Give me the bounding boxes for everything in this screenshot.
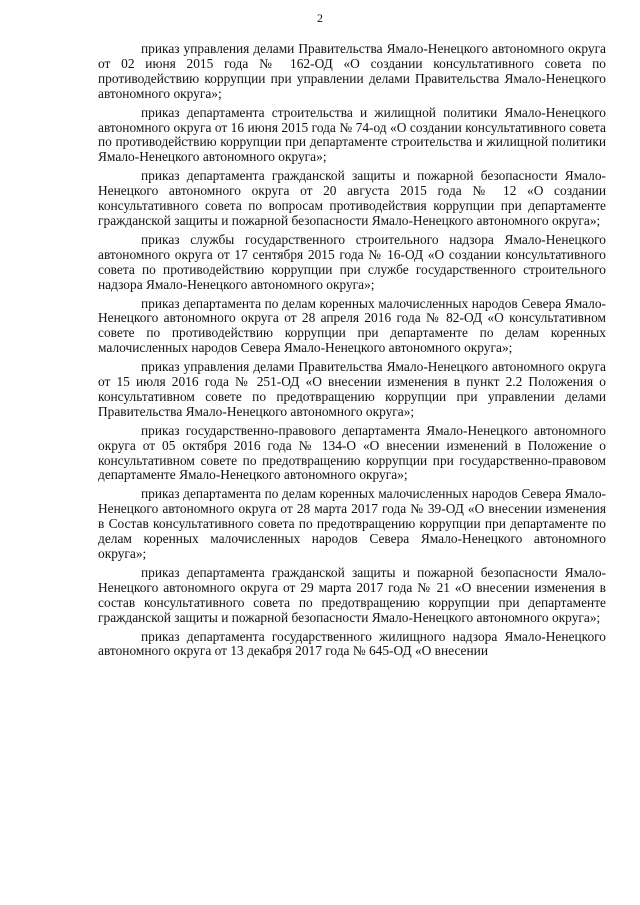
order-paragraph: приказ государственно-правового департамента Ямало-Ненецкого автономного округа от 05 октября 2016 года № 134-О «О внесении изменений в Положение о консультативном совете по предотвращению коррупции при государственно-правовом департаменте Ямало-Ненецкого автономного округа»; (98, 422, 606, 483)
order-paragraph: приказ управления делами Правительства Ямало-Ненецкого автономного округа от 15 июля 2016 года № 251-ОД «О внесении изменения в пункт 2.2 Положения о консультативном совете по предотвращению коррупции при управлении делами Правительства Ямало-Ненецкого автономного округа»; (98, 359, 606, 419)
order-paragraph: приказ департамента гражданской защиты и пожарной безопасности Ямало-Ненецкого автономного округа от 20 августа 2015 года № 12 «О создании консультативного совета по вопросам противодействия коррупции при департаменте гражданской защиты и пожарной безопасности Ямало-Ненецкого автономного округа»; (98, 168, 606, 228)
page-number: 2 (317, 11, 323, 25)
order-paragraph: приказ департамента государственного жилищного надзора Ямало-Ненецкого автономного округа от 13 декабря 2017 года № 645-ОД «О внесении (98, 628, 606, 659)
order-paragraph: приказ департамента по делам коренных малочисленных народов Севера Ямало-Ненецкого автономного округа от 28 марта 2017 года № 39-ОД «О внесении изменения в Состав консультативного совета по предотвращению коррупции при департаменте по делам коренных малочисленных народов Севера Ямало-Ненецкого автономного округа»; (98, 486, 606, 561)
order-paragraph: приказ управления делами Правительства Ямало-Ненецкого автономного округа от 02 июня 2015 года № 162-ОД «О создании консультативного совета по противодействию коррупции при управлении делами Правительства Ямало-Ненецкого автономного округа»; (98, 41, 606, 101)
order-paragraph: приказ департамента по делам коренных малочисленных народов Севера Ямало-Ненецкого автономного округа от 28 апреля 2016 года № 82-ОД «О консультативном совете по противодействию коррупции при департаменте по делам коренных малочисленных народов Севера Ямало-Ненецкого автономного округа»; (98, 295, 606, 356)
order-paragraph: приказ департамента гражданской защиты и пожарной безопасности Ямало-Ненецкого автономного округа от 29 марта 2017 года № 21 «О внесении изменения в состав консультативного совета по предотвращению коррупции при департаменте гражданской защиты и пожарной безопасности Ямало-Ненецкого автономного округа»; (98, 564, 606, 625)
order-paragraph: приказ департамента строительства и жилищной политики Ямало-Ненецкого автономного округа от 16 июня 2015 года № 74-од «О создании консультативного совета по противодействию коррупции при департаменте строительства и жилищной политики Ямало-Ненецкого автономного округа»; (98, 104, 606, 165)
document-body (98, 42, 606, 663)
order-paragraph: приказ службы государственного строительного надзора Ямало-Ненецкого автономного округа от 17 сентября 2015 года № 16-ОД «О создании консультативного совета по противодействию коррупции при службе государственного строительного надзора Ямало-Ненецкого автономного округа»; (98, 231, 606, 292)
